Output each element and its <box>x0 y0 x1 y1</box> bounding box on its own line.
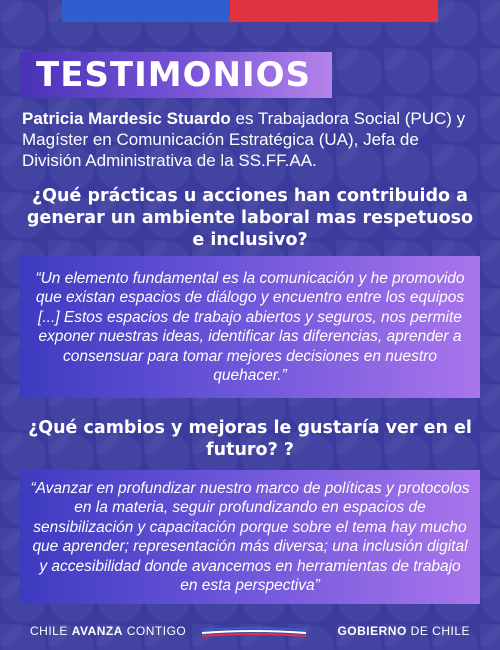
footer-government <box>337 624 470 638</box>
answer-2: “Avanzar en profundizar nuestro marco de políticas y protocolos en la materia, seguir profundizando en espacios de sensibilización y capacitación porque sobre el tema hay mucho que aprender; representación más diversa; una inclusión digital y accesibilidad donde avancemos en herramientas de trabajo en esta perspectiva” <box>30 479 470 594</box>
quote-box-2 <box>20 470 480 604</box>
title-banner <box>20 52 332 98</box>
question-1: ¿Qué prácticas u acciones han contribuido a generar un ambiente laboral mas respetuoso e inclusivo? <box>26 186 474 250</box>
quote-box-1 <box>20 256 480 398</box>
footer-slogan <box>30 624 186 638</box>
footer-government-bold: GOBIERNO <box>337 624 407 638</box>
top-stripe-red <box>230 0 438 22</box>
bio-text: es Trabajadora Social (PUC) y Magíster en Comunicación Estratégica (UA), Jefa de División Administrativa de la SS.FF.AA. <box>22 109 466 170</box>
bio-name: Patricia Mardesic Stuardo <box>22 109 231 128</box>
page-title: TESTIMONIOS <box>36 55 311 95</box>
answer-1: “Un elemento fundamental es la comunicación y he promovido que existan espacios de diálogo y encuentro entre los equipos [...] Estos espacios de trabajo abiertos y seguros, nos permite exponer nuestras ideas, identificar las diferencias, aprender a consensuar para tomar mejores decisiones en nuestro quehacer.” <box>35 269 465 384</box>
footer-government-text: DE CHILE <box>406 624 470 638</box>
flag-stripes-icon <box>202 626 306 638</box>
bio-paragraph <box>22 108 482 171</box>
footer-slogan-part-2: CONTIGO <box>122 624 187 638</box>
top-stripe-blue <box>62 0 230 22</box>
question-2: ¿Qué cambios y mejoras le gustaría ver en el futuro? ? <box>28 418 472 460</box>
footer-slogan-bold: AVANZA <box>71 624 123 638</box>
footer-slogan-part-1: CHILE <box>30 624 72 638</box>
